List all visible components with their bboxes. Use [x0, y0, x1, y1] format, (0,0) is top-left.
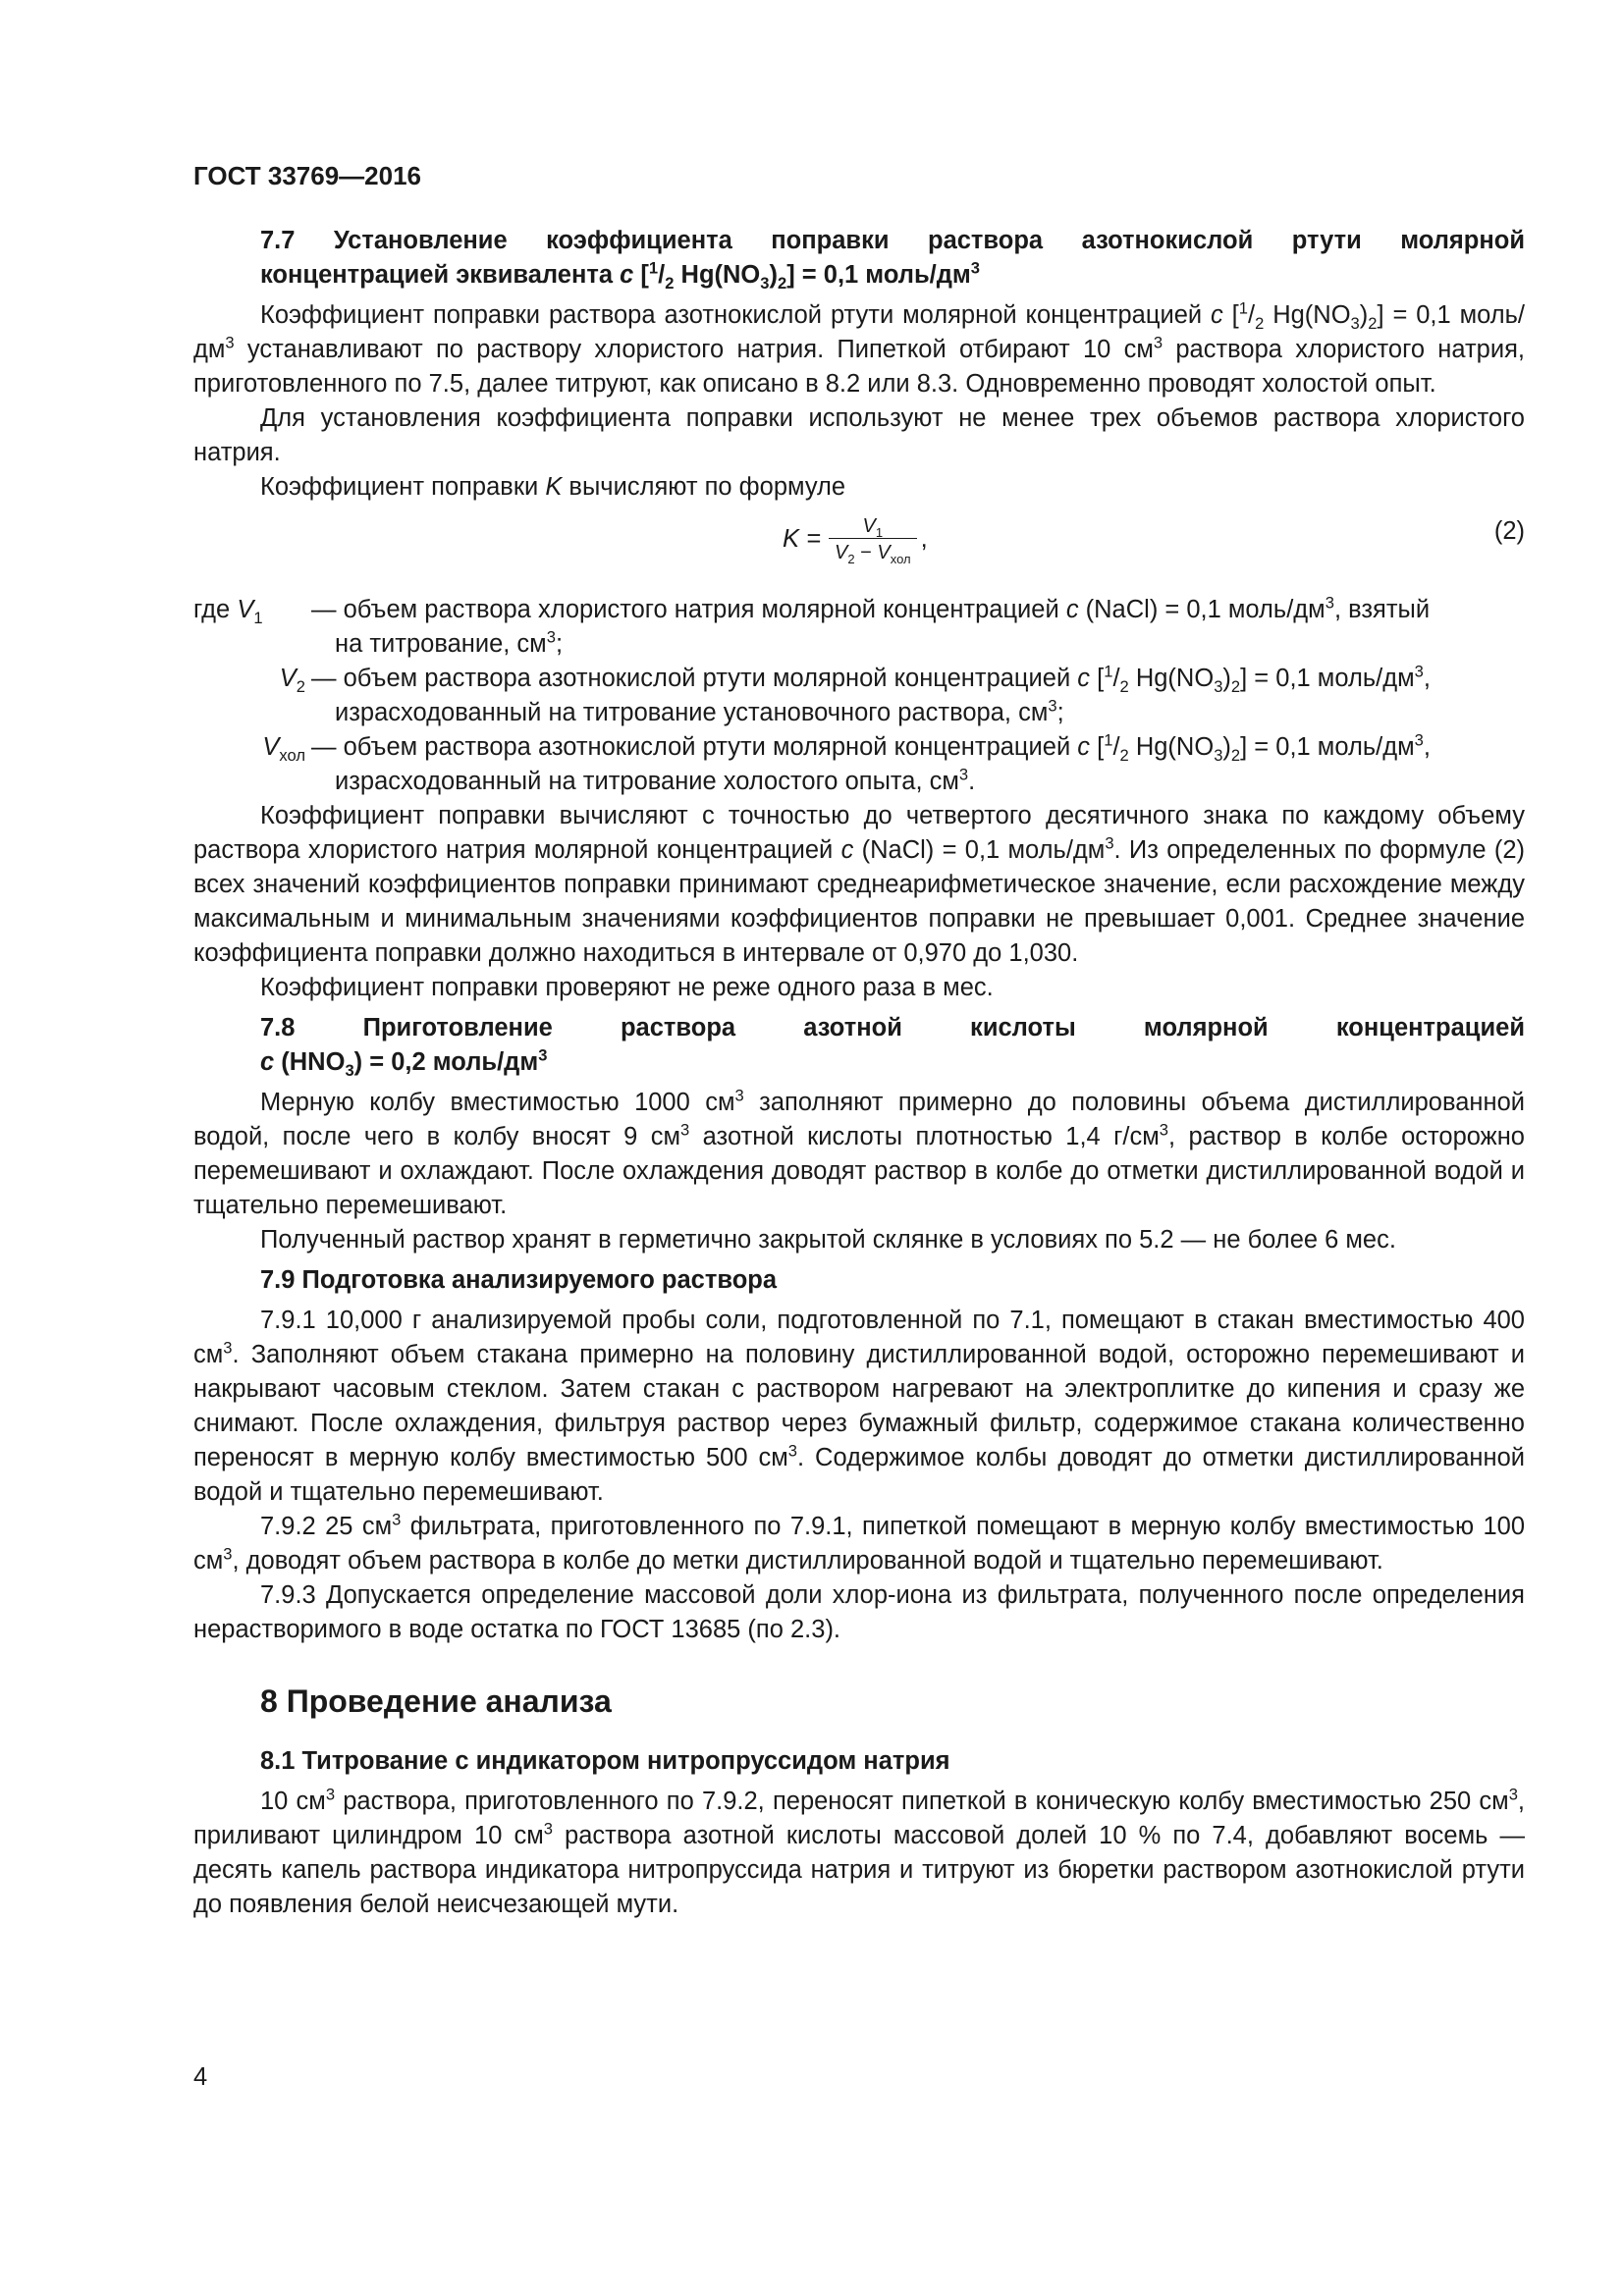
section-7-8-heading: 7.8 Приготовление раствора азотной кислоты молярной концентрацией c $(HNO_3) = 0,2$ моль/$дм^3$ — [260, 1014, 1525, 1081]
paragraph: Для установления коэффициента поправки используют не менее трех объемов раствора хлористого натрия. — [193, 404, 1525, 466]
formula-fraction — [829, 514, 917, 564]
paragraph: Коэффициент поправки раствора азотнокислой ртути молярной концентрацией c [$^1/_2$ $Hg(NO_3)_2] = 0,1$ моль/$дм^3$ устанавливают по раствору хлористого натрия. Пипеткой отбирают 10 $см^3$ раствора хлористого натрия, приготовленного по 7.5, далее титруют, как описано в 8.2 или 8.3. Одновременно проводят холостой опыт. — [193, 298, 1525, 398]
where-item: $V_2$ — объем раствора азотнокислой ртути молярной концентрацией c [$^1/_2$ $Hg(NO_3)_2] = 0,1$ моль/$дм^3$, израсходованный на титрование установочного раствора, $см^3$; — [279, 662, 1431, 726]
paragraph: Мерную колбу вместимостью 1000 $см^3$ заполняют примерно до половины объема дистиллированной водой, после чего в колбу вносят 9 $см^3$ азотной кислоты плотностью 1,4 $г/см^3$, раствор в колбе осторожно перемешивают и охлаждают. После охлаждения доводят раствор в колбе до отметки дистиллированной водой и тщательно перемешивают. — [193, 1086, 1525, 1219]
paragraph: 7.9.3 Допускается определение массовой доли хлор-иона из фильтрата, полученного после определения нерастворимого в воде остатка по ГОСТ 13685 (по 2.3). — [193, 1581, 1525, 1643]
formula-numerator: $V_1$ — [862, 515, 884, 540]
paragraph: 7.9.2 25 $см^3$ фильтрата, приготовленного по 7.9.1, пипеткой помещают в мерную колбу вместимостью 100 $см^3$, доводят объем раствора в колбе до метки дистиллированной водой и тщательно перемешивают. — [193, 1510, 1526, 1575]
formula-denominator: $V_2 - V_{хол}$ — [829, 538, 917, 564]
where-item: где $V_1$ — объем раствора хлористого натрия молярной концентрацией c (NaCl) = 0,1 моль/$дм^3$, взятый на титрование, $см^3$; — [193, 593, 1431, 658]
paragraph: Коэффициент поправки проверяют не реже одного раза в мес. — [260, 974, 994, 1001]
formula-lhs: K = — [783, 525, 821, 553]
paragraph: 7.9.1 10,000 г анализируемой пробы соли, подготовленной по 7.1, помещают в стакан вместимостью 400 $см^3$. Заполняют объем стакана примерно на половину дистиллированной водой, осторожно перемешивают и накрывают часовым стеклом. Затем стакан с раствором нагревают на электроплитке до кипения и сразу же снимают. После охлаждения, фильтруя раствор через бумажный фильтр, содержимое стакана количественно переносят в мерную колбу вместимостью 500 $см^3$. Содержимое колбы доводят до отметки дистиллированной водой и тщательно перемешивают. — [193, 1307, 1526, 1506]
page-content — [193, 224, 1525, 1922]
paragraph: Полученный раствор хранят в герметично закрытой склянке в условиях по 5.2 — не более 6 мес. — [260, 1226, 1396, 1254]
document-header: ГОСТ 33769—2016 — [193, 161, 421, 190]
paragraph: Коэффициент поправки K вычисляют по формуле — [260, 473, 846, 501]
where-item: $V_{хол}$ — объем раствора азотнокислой ртути молярной концентрацией c [$^1/_2$ $Hg(NO_3)_2] = 0,1$ моль/$дм^3$, израсходованный на титрование холостого опыта, $см^3$. — [262, 730, 1431, 795]
where-list — [193, 593, 1525, 799]
paragraph: 10 $см^3$ раствора, приготовленного по 7.9.2, переносят пипеткой в коническую колбу вместимостью 250 $см^3$, приливают цилиндром 10 $см^3$ раствора азотной кислоты массовой долей 10 % по 7.4, добавляют восемь — десять капель раствора индикатора нитропруссида натрия и титруют из бюретки раствором азотнокислой ртути до появления белой неисчезающей мути. — [193, 1785, 1525, 1918]
section-7-7-heading: 7.7 Установление коэффициента поправки раствора азотнокислой ртути молярной концентрацией эквивалента c [$^1/_2$ $Hg(NO_3)_2] = 0,1$ моль/$дм^3$ — [260, 227, 1525, 294]
document-page — [193, 0, 1525, 2296]
section-7-9-heading: 7.9 Подготовка анализируемого раствора — [260, 1266, 778, 1294]
formula-expression: K = $\frac{V_1}{V_2 - V_{хол}}$ , — [783, 515, 928, 566]
formula-number: (2) — [1493, 517, 1525, 545]
paragraph: Коэффициент поправки вычисляют с точностью до четвертого десятичного знака по каждому объему раствора хлористого натрия молярной концентрацией c (NaCl) = 0,1 моль/$дм^3$. Из определенных по формуле (2) всех значений коэффициентов поправки принимают среднеарифметическое значение, если расхождение между максимальным и минимальным значениями коэффициентов поправки не превышает 0,001. Среднее значение коэффициента поправки должно находиться в интервале от 0,970 до 1,030. — [193, 802, 1525, 967]
page-number: 4 — [193, 2063, 208, 2091]
formula-2 — [193, 508, 1525, 589]
section-8-heading: 8 Проведение анализа — [260, 1683, 612, 1719]
section-8-1-heading: 8.1 Титрование с индикатором нитропруссидом натрия — [260, 1747, 950, 1775]
